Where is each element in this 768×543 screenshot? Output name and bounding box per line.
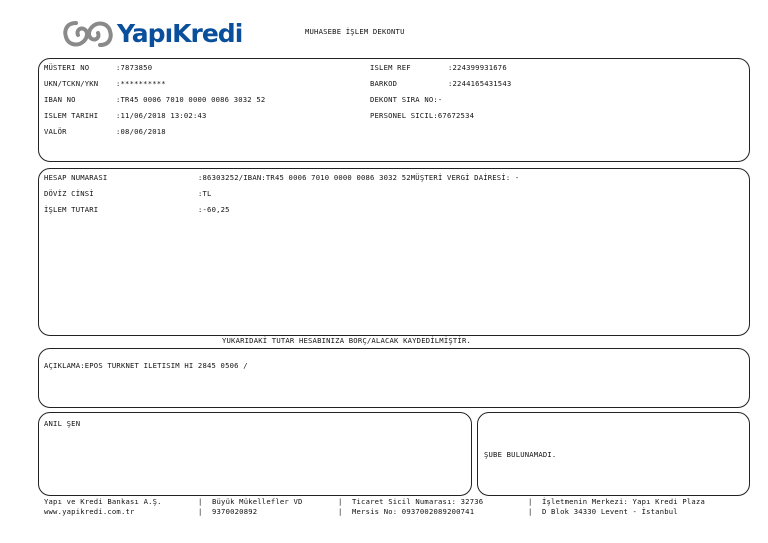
footer-trade-registry: Ticaret Sicil Numarası: 32736 bbox=[352, 497, 484, 506]
doviz-cinsi-value: :TL bbox=[198, 189, 212, 198]
document-title: MUHASEBE İŞLEM DEKONTU bbox=[305, 27, 405, 36]
musteri-no-label: MÜSTERI NO bbox=[44, 63, 90, 72]
hesap-numarasi-label: HESAP NUMARASI bbox=[44, 173, 108, 182]
islem-ref-value: :224399931676 bbox=[448, 63, 507, 72]
dekont-sira-no: DEKONT SIRA NO:- bbox=[370, 95, 443, 104]
footer-headquarters: İşletmenin Merkezi: Yapı Kredi Plaza bbox=[542, 497, 705, 506]
islem-ref-label: ISLEM REF bbox=[370, 63, 411, 72]
footer-bank-name: Yapı ve Kredi Bankası A.Ş. bbox=[44, 497, 162, 506]
footer-tax-office: Büyük Mükellefler VD bbox=[212, 497, 303, 506]
footer-sep-1b: | bbox=[198, 507, 203, 516]
customer-info-box bbox=[38, 58, 750, 162]
musteri-no-value: :7873850 bbox=[116, 63, 153, 72]
islem-tutari-label: İŞLEM TUTARI bbox=[44, 205, 99, 214]
aciklama-box bbox=[38, 348, 750, 408]
iban-label: IBAN NO bbox=[44, 95, 76, 104]
footer-mersis: Mersis No: 0937002089200741 bbox=[352, 507, 475, 516]
footer-sep-3a: | bbox=[528, 497, 533, 506]
account-info-box bbox=[38, 168, 750, 336]
footer-sep-2b: | bbox=[338, 507, 343, 516]
logo-text: YapıKredi bbox=[117, 19, 243, 48]
ukn-label: UKN/TCKN/YKN bbox=[44, 79, 99, 88]
doviz-cinsi-label: DÖVİZ CİNSİ bbox=[44, 189, 94, 198]
customer-name-box bbox=[38, 412, 472, 496]
barkod-value: :2244165431543 bbox=[448, 79, 512, 88]
footer-sep-2a: | bbox=[338, 497, 343, 506]
yapikredi-logo bbox=[62, 16, 242, 52]
branch-text: ŞUBE BULUNAMADI. bbox=[484, 450, 557, 459]
valor-value: :08/06/2018 bbox=[116, 127, 166, 136]
islem-tarihi-value: :11/06/2018 13:02:43 bbox=[116, 111, 207, 120]
hesap-numarasi-value: :86303252/IBAN:TR45 0006 7010 0000 0086 3032 52MÜŞTERİ VERGİ DAİRESİ: - bbox=[198, 173, 520, 182]
islem-tutari-value: :-60,25 bbox=[198, 205, 230, 214]
footer-website: www.yapikredi.com.tr bbox=[44, 507, 135, 516]
footer-tax-number: 9370020892 bbox=[212, 507, 258, 516]
ukn-value: :********** bbox=[116, 79, 166, 88]
footer-sep-3b: | bbox=[528, 507, 533, 516]
footer-sep-1a: | bbox=[198, 497, 203, 506]
customer-name: ANIL ŞEN bbox=[44, 419, 81, 428]
iban-value: :TR45 0006 7010 0000 0086 3032 52 bbox=[116, 95, 266, 104]
valor-label: VALÖR bbox=[44, 127, 67, 136]
aciklama-text: AÇIKLAMA:EPOS TURKNET ILETISIM HI 2845 0506 / bbox=[44, 361, 248, 370]
footer-address: D Blok 34330 Levent - İstanbul bbox=[542, 507, 678, 516]
yapikredi-logo-icon bbox=[62, 19, 114, 49]
borc-alacak-notice: YUKARIDAKİ TUTAR HESABINIZA BORÇ/ALACAK KAYDEDİLMİŞTİR. bbox=[222, 336, 471, 345]
islem-tarihi-label: ISLEM TARIHI bbox=[44, 111, 99, 120]
barkod-label: BARKOD bbox=[370, 79, 398, 88]
personel-sicil: PERSONEL SICIL:67672534 bbox=[370, 111, 475, 120]
